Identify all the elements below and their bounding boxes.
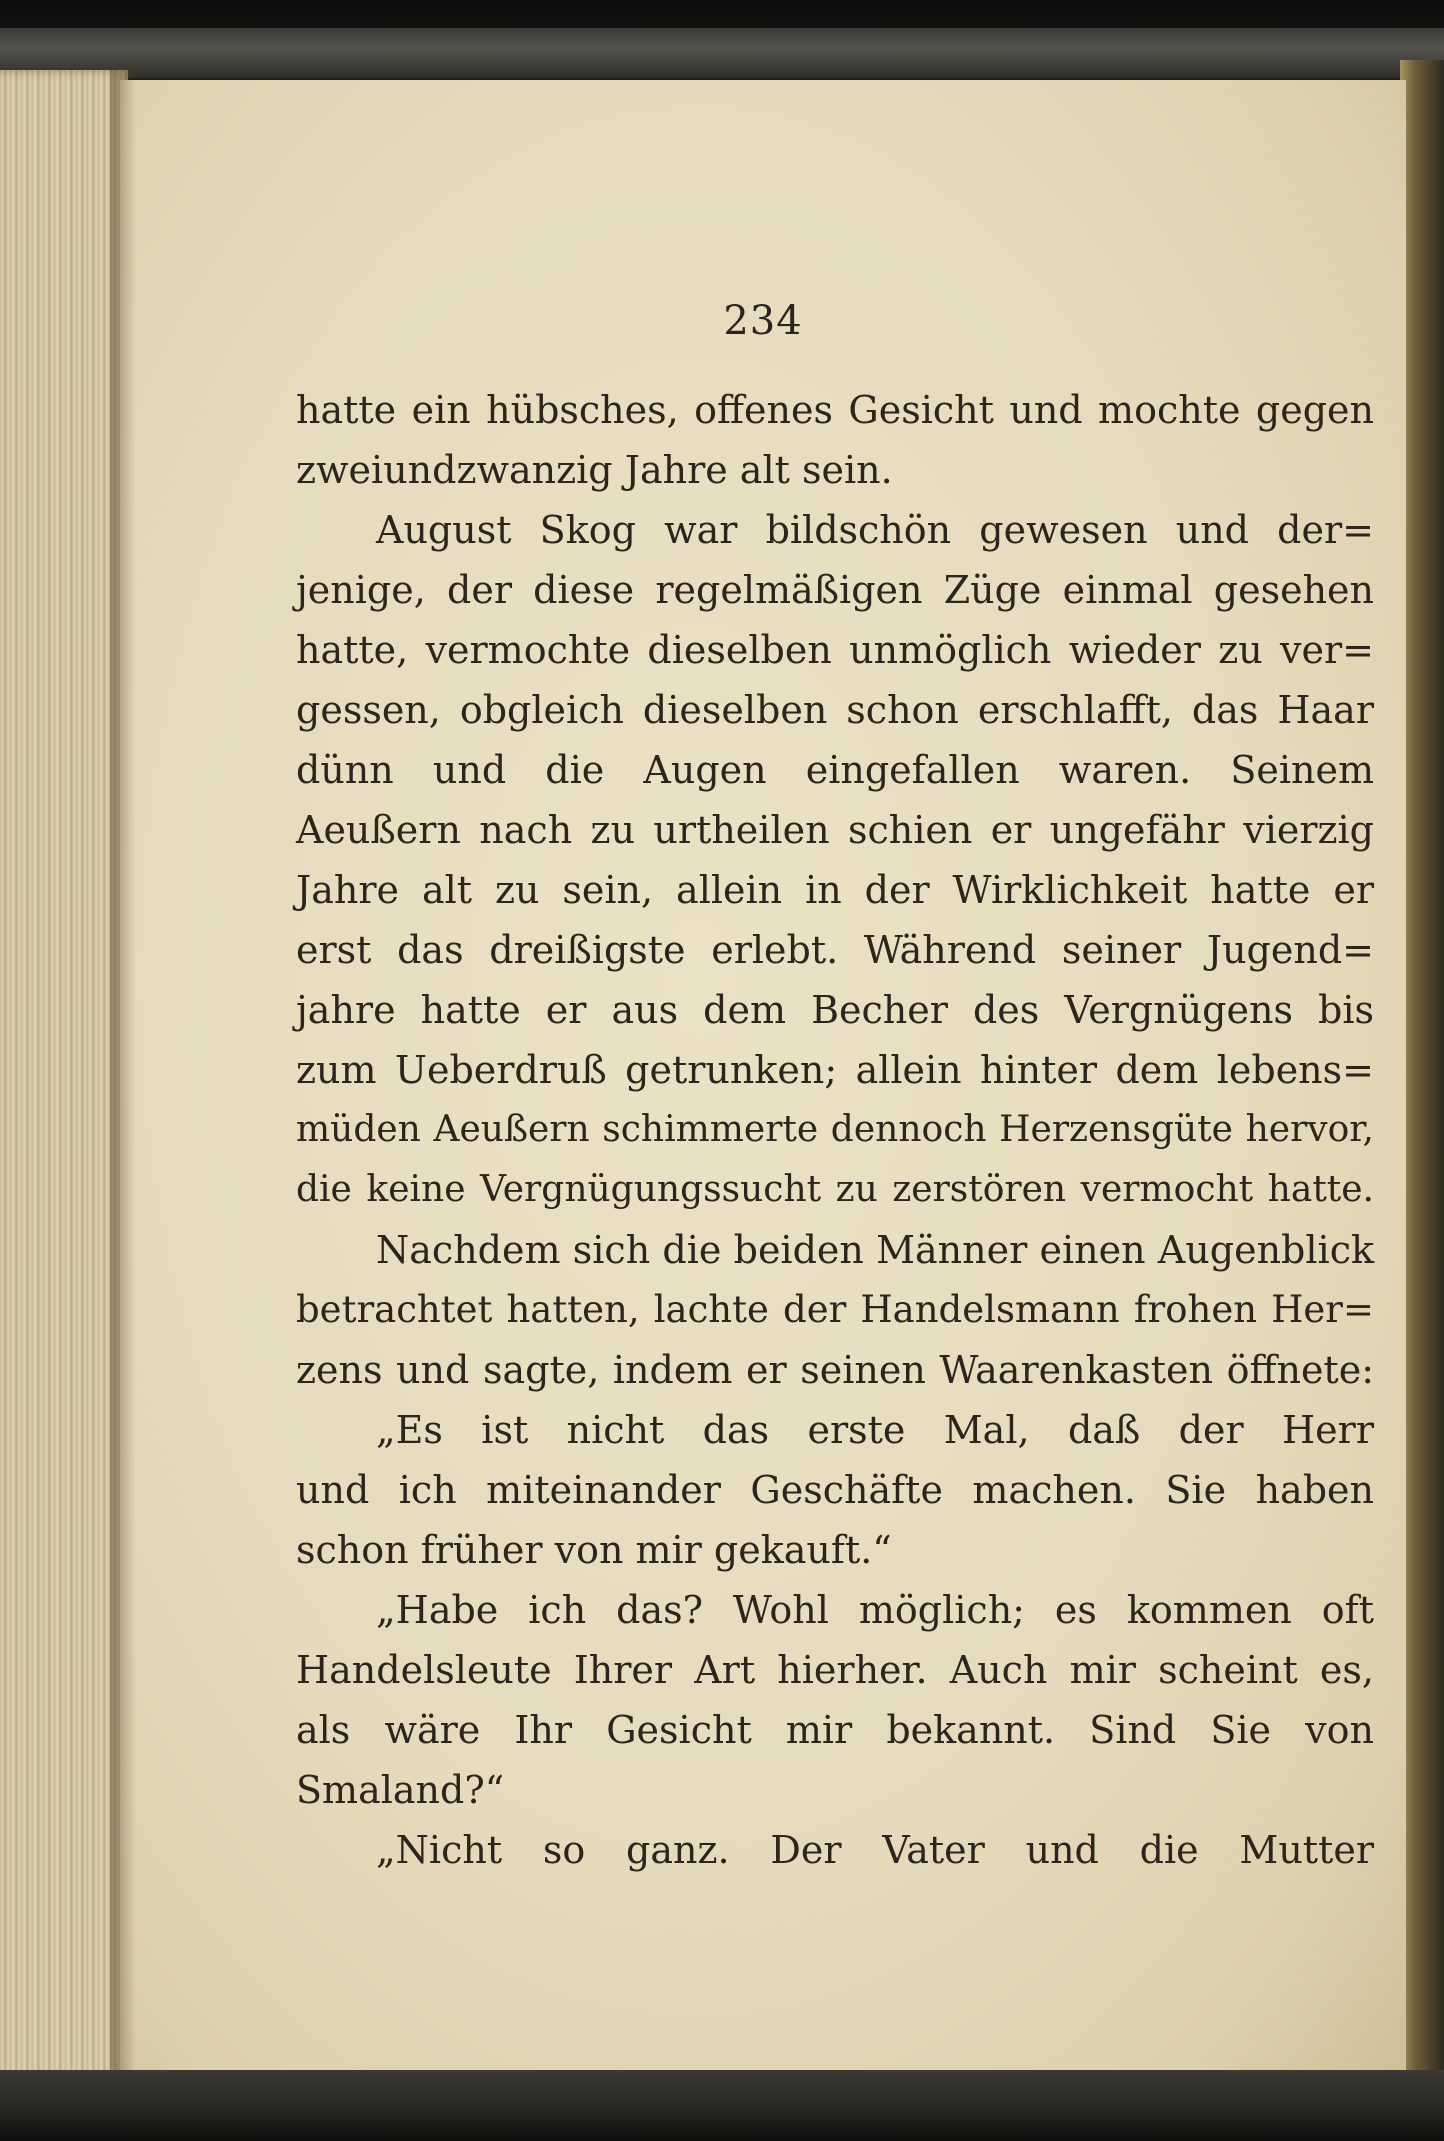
text-line: jahre hatte er aus dem Becher des Vergnügens bis bbox=[296, 988, 1374, 1032]
text-line: die keine Vergnügungssucht zu zerstören vermocht hatte. bbox=[296, 1169, 1374, 1210]
page-number: 234 bbox=[723, 298, 803, 344]
text-line: „Habe ich das? Wohl möglich; es kommen oft bbox=[376, 1588, 1374, 1632]
stacked-page-edges bbox=[0, 70, 128, 2080]
text-line: jenige, der diese regelmäßigen Züge einmal gesehen bbox=[296, 568, 1374, 612]
text-line: Handelsleute Ihrer Art hierher. Auch mir scheint es, bbox=[296, 1648, 1374, 1692]
book-cover-right-edge bbox=[1400, 60, 1444, 2090]
text-line: „Nicht so ganz. Der Vater und die Mutter bbox=[376, 1828, 1374, 1872]
text-line: betrachtet hatten, lachte der Handelsmann frohen Her= bbox=[296, 1288, 1374, 1331]
text-line: hatte, vermochte dieselben unmöglich wieder zu ver= bbox=[296, 628, 1374, 672]
text-line: zweiundzwanzig Jahre alt sein. bbox=[296, 448, 893, 492]
text-line: Smaland?“ bbox=[296, 1768, 505, 1812]
text-line: als wäre Ihr Gesicht mir bekannt. Sind Sie von bbox=[296, 1708, 1374, 1752]
text-line: müden Aeußern schimmerte dennoch Herzensgüte hervor, bbox=[296, 1109, 1374, 1150]
text-line: gessen, obgleich dieselben schon erschlafft, das Haar bbox=[296, 688, 1374, 732]
book-cover-top-edge bbox=[0, 28, 1444, 78]
text-line: August Skog war bildschön gewesen und der= bbox=[376, 508, 1374, 552]
text-line: zens und sagte, indem er seinen Waarenkasten öffnete: bbox=[296, 1348, 1374, 1392]
text-line: zum Ueberdruß getrunken; allein hinter dem lebens= bbox=[296, 1048, 1374, 1092]
text-line: dünn und die Augen eingefallen waren. Seinem bbox=[296, 748, 1374, 792]
text-line: Jahre alt zu sein, allein in der Wirklichkeit hatte er bbox=[296, 868, 1374, 912]
book-page bbox=[120, 80, 1406, 2075]
text-line: „Es ist nicht das erste Mal, daß der Herr bbox=[376, 1408, 1374, 1452]
text-line: hatte ein hübsches, offenes Gesicht und mochte gegen bbox=[296, 388, 1374, 432]
gutter-shadow bbox=[110, 70, 136, 2080]
book-cover-bottom-edge bbox=[0, 2070, 1444, 2141]
text-line: schon früher von mir gekauft.“ bbox=[296, 1528, 892, 1572]
text-line: und ich miteinander Geschäfte machen. Sie haben bbox=[296, 1468, 1374, 1512]
page-text bbox=[296, 380, 1374, 1880]
text-line: erst das dreißigste erlebt. Während seiner Jugend= bbox=[296, 928, 1374, 972]
text-line: Aeußern nach zu urtheilen schien er ungefähr vierzig bbox=[296, 808, 1374, 852]
text-line: Nachdem sich die beiden Männer einen Augenblick bbox=[376, 1228, 1374, 1272]
